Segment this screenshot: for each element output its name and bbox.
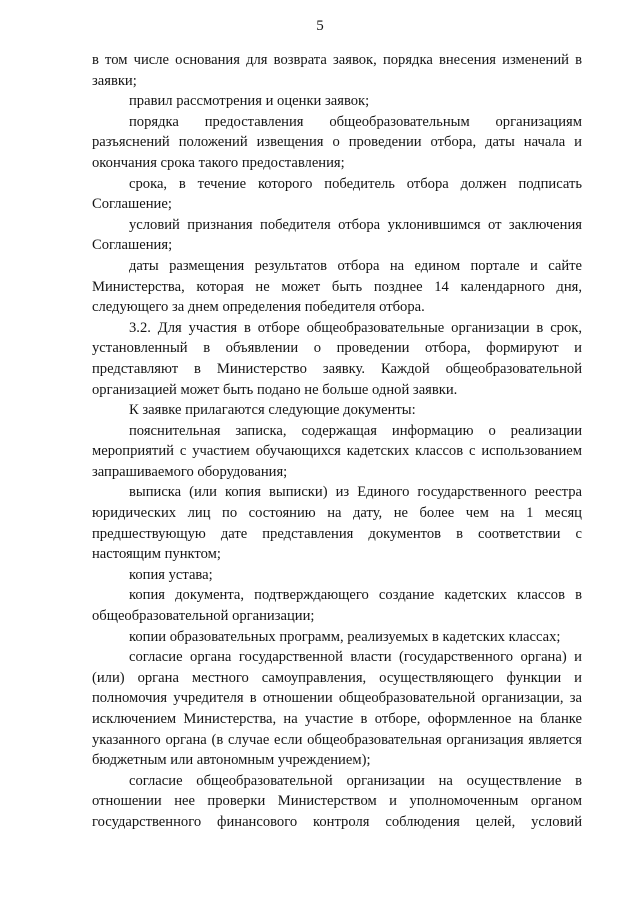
list-item-educational-programs: копии образовательных программ, реализуемых в кадетских классах;: [129, 628, 561, 645]
list-item-audit-consent: согласие общеобразовательной организации на осуществление в отношении нее проверки Министерством и уполномоченным органом государственного финансового контроля соблюдения целей, условий: [92, 772, 582, 830]
paragraph-continuation: в том числе основания для возврата заявок, порядка внесения изменений в заявки;: [92, 52, 582, 89]
paragraph-results-date: даты размещения результатов отбора на едином портале и сайте Министерства, которая не может быть позднее 14 календарного дня, следующего за днем определения победителя отбора.: [92, 257, 582, 316]
paragraph-clarifications: порядка предоставления общеобразовательным организациям разъяснений положений извещения о проведении отбора, даты начала и окончания срока такого предоставления;: [92, 113, 582, 171]
paragraph-evasion: условий признания победителя отбора уклонившимся от заключения Соглашения;: [92, 216, 582, 254]
list-item-registry-extract: выписка (или копия выписки) из Единого государственного реестра юридических лиц по состоянию на дату, не более чем на 1 месяц предшествующую дате представления документов в соответствии с настоящим пунктом;: [92, 484, 582, 563]
list-item-founder-consent: согласие органа государственной власти (государственного органа) и (или) органа местного самоуправления, осуществляющего функции и полномочия учредителя в отношении общеобразовательной организации, за исключением Министерства, на участие в отборе, оформленное на бланке указанного органа (в случае если общеобразовательная организация является бюджетным или автономным учреждением);: [92, 649, 582, 769]
paragraph-attachments-intro: К заявке прилагаются следующие документы:: [129, 402, 416, 419]
list-item-explanatory-note: пояснительная записка, содержащая информацию о реализации мероприятий с участием обучающихся кадетских классов с использованием запрашиваемого оборудования;: [92, 422, 582, 480]
page-number: 5: [316, 18, 324, 34]
list-item-charter-copy: копия устава;: [129, 566, 213, 583]
document-body: [92, 50, 582, 833]
list-item-cadet-classes-document: копия документа, подтверждающего создание кадетских классов в общеобразовательной организации;: [92, 587, 582, 625]
paragraph-3-2: 3.2. Для участия в отборе общеобразовательные организации в срок, установленный в объявлении о проведении отбора, формируют и представляют в Министерство заявку. Каждой общеобразовательной организацией может быть подано не больше одной заявки.: [92, 319, 582, 398]
paragraph-rules: правил рассмотрения и оценки заявок;: [129, 93, 370, 110]
paragraph-signing-term: срока, в течение которого победитель отбора должен подписать Соглашение;: [92, 175, 582, 213]
